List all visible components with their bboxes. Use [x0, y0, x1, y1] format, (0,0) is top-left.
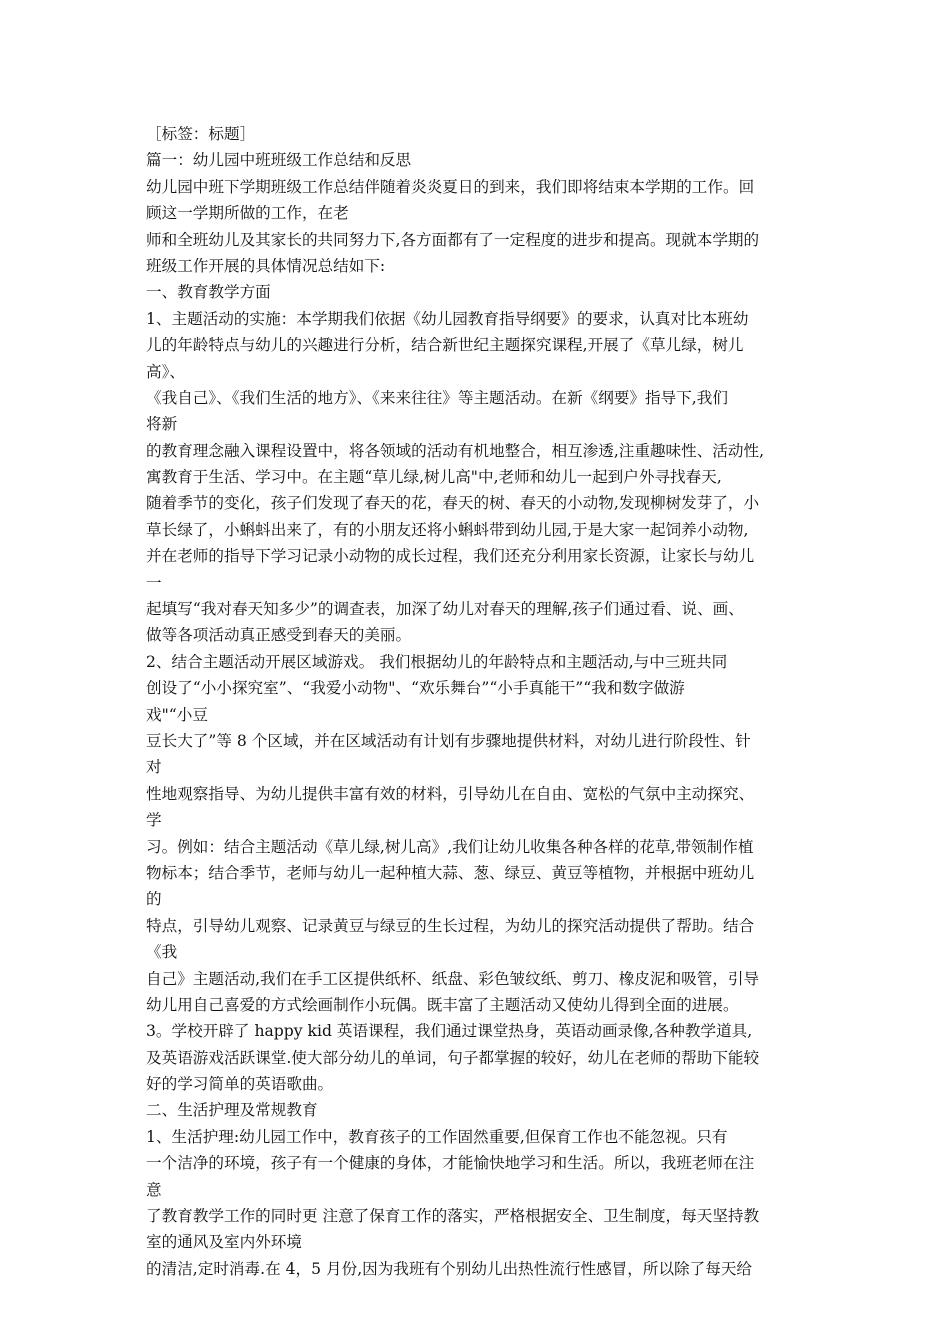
text-line: 意 [146, 1180, 162, 1199]
text-line: 师和全班幼儿及其家长的共同努力下,各方面都有了一定程度的进步和提高。现就本学期的 [146, 230, 760, 249]
text-line: 1、主题活动的实施：本学期我们依据《幼儿园教育指导纲要》的要求，认真对比本班幼 [146, 309, 749, 328]
text-line: 室的通风及室内外环境 [146, 1233, 302, 1252]
text-line: 的清洁,定时消毒.在 4，5 月份,因为我班有个别幼儿出热性流行性感冒，所以除了每天给 [146, 1259, 753, 1278]
text-line: 特点，引导幼儿观察、记录黄豆与绿豆的生长过程，为幼儿的探究活动提供了帮助。结合 [146, 916, 755, 935]
text-line: 幼儿园中班下学期班级工作总结伴随着炎炎夏日的到来，我们即将结束本学期的工作。回 [146, 177, 755, 196]
text-line: 《我 [146, 943, 178, 962]
text-line: 高》、 [146, 362, 185, 381]
text-line: 及英语游戏活跃课堂.使大部分幼儿的单词，句子都掌握的较好，幼儿在老师的帮助下能较 [146, 1048, 760, 1067]
text-line: 草长绿了，小蝌蚪出来了，有的小朋友还将小蝌蚪带到幼儿园,于是大家一起饲养小动物, [146, 520, 749, 539]
text-line: 的 [146, 890, 162, 909]
text-line: 寓教育于生活、学习中。在主题“草儿绿,树儿高"中,老师和幼儿一起到户外寻找春天, [146, 468, 722, 487]
text-line: 将新 [146, 415, 178, 434]
text-line: 幼儿用自己喜爱的方式绘画制作小玩偶。既丰富了主题活动又使幼儿得到全面的进展。 [146, 995, 739, 1014]
text-line: 一个洁净的环境，孩子有一个健康的身体，才能愉快地学习和生活。所以，我班老师在注 [146, 1154, 755, 1173]
text-line: 学 [146, 811, 162, 830]
text-line: 儿的年龄特点与幼儿的兴趣进行分析，结合新世纪主题探究课程,开展了《草儿绿，树儿 [146, 336, 744, 355]
text-line: 2、结合主题活动开展区域游戏。 我们根据幼儿的年龄特点和主题活动,与中三班共同 [146, 652, 728, 671]
text-line: 戏"“小豆 [146, 705, 208, 724]
text-line: 做等各项活动真正感受到春天的美丽。 [146, 626, 412, 645]
text-line: 顾这一学期所做的工作，在老 [146, 204, 349, 223]
text-line: 一、教育教学方面 [146, 283, 271, 302]
text-line: 并在老师的指导下学习记录小动物的成长过程，我们还充分利用家长资源，让家长与幼儿 [146, 547, 755, 566]
text-line: 习。例如：结合主题活动《草儿绿,树儿高》,我们让幼儿收集各种各样的花草,带领制作植 [146, 837, 754, 856]
text-line: 二、生活护理及常规教育 [146, 1101, 318, 1120]
text-line: 对 [146, 758, 162, 777]
document-body [146, 121, 812, 1282]
text-line: 物标本；结合季节，老师与幼儿一起种植大蒜、葱、绿豆、黄豆等植物，并根据中班幼儿 [146, 863, 755, 882]
text-line: 自己》主题活动,我们在手工区提供纸杯、纸盘、彩色皱纹纸、剪刀、橡皮泥和吸管，引导 [146, 969, 760, 988]
text-line: 《我自己》、《我们生活的地方》、《来来往往》等主题活动。在新《纲要》指导下,我们 [146, 388, 728, 407]
text-line: ［标签：标题］ [146, 125, 256, 143]
text-line: 豆长大了”等 8 个区域，并在区域活动有计划有步骤地提供材料，对幼儿进行阶段性、针 [146, 731, 751, 750]
text-line: 的教育理念融入课程设置中，将各领域的活动有机地整合，相互渗透,注重趣味性、活动性, [146, 441, 765, 460]
text-line: 创设了“小小探究室”、“我爱小动物"、“欢乐舞台”“小手真能干”“我和数字做游 [146, 679, 685, 698]
text-line: 随着季节的变化，孩子们发现了春天的花，春天的树、春天的小动物,发现柳树发芽了，小 [146, 494, 760, 513]
text-line: 3。学校开辟了 happy kid 英语课程，我们通过课堂热身，英语动画录像,各种教学道具, [146, 1022, 753, 1041]
text-line: 班级工作开展的具体情况总结如下: [146, 256, 386, 275]
text-line: 篇一：幼儿园中班班级工作总结和反思 [146, 151, 412, 170]
text-line: 1、生活护理:幼儿园工作中，教育孩子的工作固然重要,但保育工作也不能忽视。只有 [146, 1127, 728, 1146]
text-line: 性地观察指导、为幼儿提供丰富有效的材料，引导幼儿在自由、宽松的气氛中主动探究、 [146, 784, 755, 803]
text-line: 好的学习简单的英语歌曲。 [146, 1075, 334, 1094]
text-line: 一 [146, 573, 162, 592]
text-line: 了教育教学工作的同时更 注意了保育工作的落实，严格根据安全、卫生制度，每天坚持教 [146, 1207, 760, 1226]
text-line: 起填写“我对春天知多少”的调查表，加深了幼儿对春天的理解,孩子们通过看、说、画、 [146, 600, 744, 619]
